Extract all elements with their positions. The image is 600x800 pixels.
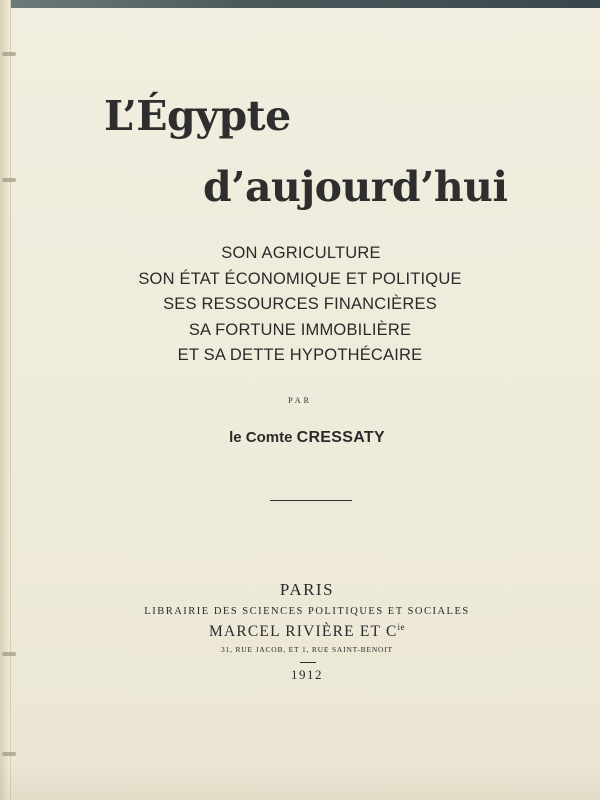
subtitle-line: SES RESSOURCES FINANCIÈRES: [163, 295, 437, 313]
binding-stitch: [2, 752, 16, 756]
subtitle-list: [0, 241, 600, 369]
subtitle-line: SA FORTUNE IMMOBILIÈRE: [188, 320, 412, 339]
publication-year: 1912: [291, 667, 323, 682]
publisher-name: [0, 622, 600, 641]
small-separator-rule: [300, 662, 316, 663]
book-title-line-2: d’aujourd’hui: [203, 163, 508, 211]
author-line: [0, 429, 600, 447]
book-top-edge: [0, 0, 600, 8]
author-name: CRESSATY: [296, 429, 385, 446]
book-title-line-1: L’Égypte: [104, 92, 291, 140]
author-prefix: le Comte: [229, 429, 293, 446]
by-label: PAR: [288, 396, 312, 405]
binding-stitch: [2, 52, 16, 56]
separator-rule: [270, 500, 352, 501]
binding-stitch: [2, 178, 16, 182]
subtitle-line: ET SA DETTE HYPOTHÉCAIRE: [177, 346, 423, 364]
publisher-address: 31, RUE JACOB, ET 1, RUE SAINT-BENOIT: [221, 645, 393, 654]
subtitle-line: SON ÉTAT ÉCONOMIQUE ET POLITIQUE: [138, 269, 462, 288]
publication-city: PARIS: [279, 580, 335, 599]
subtitle-line: SON AGRICULTURE: [221, 244, 381, 262]
page-shadow: [0, 760, 600, 800]
publisher-name-superscript: ie: [397, 622, 406, 632]
publisher-name-text: MARCEL RIVIÈRE ET C: [208, 623, 398, 641]
publisher-series-line: LIBRAIRIE DES SCIENCES POLITIQUES ET SOCIALES: [144, 606, 470, 617]
